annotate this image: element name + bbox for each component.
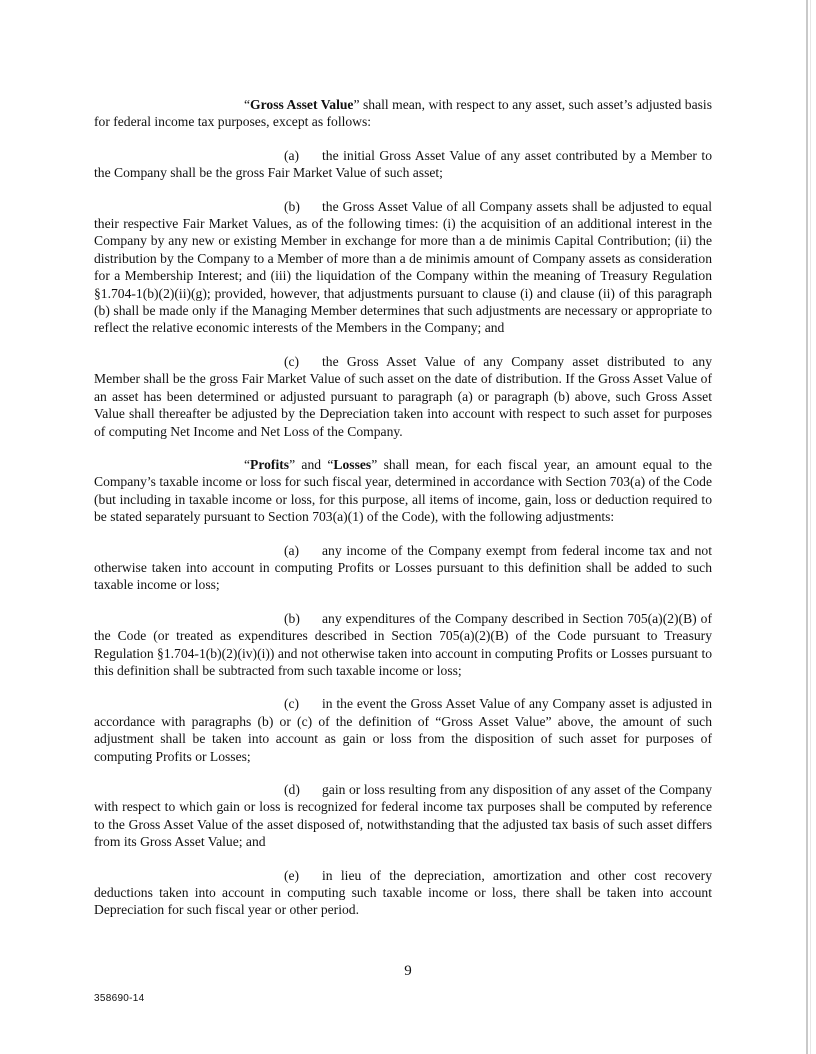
item-label: (b): [284, 198, 300, 214]
pl-item-d: [94, 781, 712, 851]
item-label: (a): [284, 542, 300, 558]
quote-and: ” and “: [289, 456, 334, 472]
pl-item-a: [94, 542, 712, 594]
item-text: the Gross Asset Value of all Company assets shall be adjusted to equal their respective Fair Market Values, as of the following times: (i) the acquisition of an additional interest in the Company by any new or existing Member in exchange for more than a de minimis Capital Contribution; (ii) the distribution by the Company to a Member of more than a de minimis amount of Company assets as consideration for a Membership Interest; and (iii) the liquidation of the Company within the meaning of Treasury Regulation §1.704-1(b)(2)(ii)(g); provided, however, that adjustments pursuant to clause (i) and clause (ii) of this paragraph (b) shall be made only if the Managing Member determines that such adjustments are necessary or appropriate to reflect the relative economic interests of the Members in the Company; and: [94, 198, 712, 336]
item-text: gain or loss resulting from any disposition of any asset of the Company with respect to which gain or loss is recognized for federal income tax purposes shall be computed by reference to the Gross Asset Value of the asset disposed of, notwithstanding that the adjusted tax basis of such asset differs from its Gross Asset Value; and: [94, 782, 712, 850]
item-label: (c): [284, 353, 300, 369]
definition-body: shall mean, for each fiscal year, an amount equal to the Company’s taxable income or loss for such fiscal year, determined in accordance with Section 703(a) of the Code (but including in taxable income or loss, for this purpose, all items of income, gain, loss or deduction required to be stated separately pursuant to Section 703(a)(1) of the Code), with the following adjustments:: [94, 456, 712, 525]
page-edge-shadow: [810, 0, 811, 1054]
definition-body: shall mean, with respect to any asset, such asset’s adjusted basis for federal income tax purposes, except as follows:: [94, 97, 712, 130]
item-text: any expenditures of the Company described in Section 705(a)(2)(B) of the Code (or treated as expenditures described in Section 705(a)(2)(B) of the Code pursuant to Treasury Regulation §1.704-1(b)(2)(iv)(i)) and not otherwise taken into account in computing Profits or Losses pursuant to this definition shall be subtracted from such taxable income or loss;: [94, 610, 713, 678]
item-text: any income of the Company exempt from federal income tax and not otherwise taken into account in computing Profits or Losses pursuant to this definition shall be added to such taxable income or loss;: [94, 542, 712, 593]
item-text: in the event the Gross Asset Value of any Company asset is adjusted in accordance with paragraphs (b) or (c) of the definition of “Gross Asset Value” above, the amount of such adjustment shall be taken into account as gain or loss from the disposition of such asset for purposes of computing Profits or Losses;: [94, 696, 712, 764]
defined-term-profits: Profits: [250, 456, 290, 472]
item-label: (a): [284, 147, 300, 163]
item-label: (e): [284, 867, 300, 883]
defined-term-losses: Losses: [333, 456, 372, 472]
open-quote: “: [244, 97, 251, 112]
item-label: (d): [284, 782, 300, 797]
gav-item-b: [94, 198, 712, 337]
pl-item-e: [94, 867, 712, 919]
item-text: in lieu of the depreciation, amortization and other cost recovery deductions taken into account in computing such taxable income or loss, there shall be taken into account Depreciation for such fiscal year or other period.: [94, 867, 712, 918]
document-id: 358690-14: [94, 993, 145, 1004]
pl-item-c: [94, 695, 712, 765]
definition-gross-asset-value: [94, 96, 712, 131]
open-quote: “: [244, 456, 251, 472]
item-label: (c): [284, 696, 300, 712]
item-label: (b): [284, 610, 300, 626]
gav-item-a: [94, 147, 712, 182]
document-body: [94, 96, 712, 935]
close-quote: ”: [371, 456, 378, 472]
gav-item-c: [94, 353, 712, 440]
close-quote: ”: [353, 97, 360, 112]
page-number: 9: [404, 963, 412, 979]
definition-profits-losses: [94, 456, 712, 526]
item-text: the Gross Asset Value of any Company asset distributed to any Member shall be the gross Fair Market Value of such asset on the date of distribution. If the Gross Asset Value of an asset has been determined or adjusted pursuant to paragraph (a) or paragraph (b) above, such Gross Asset Value shall thereafter be adjusted by the Depreciation taken into account with respect to such asset for purposes of computing Net Income and Net Loss of the Company.: [94, 353, 712, 439]
item-text: the initial Gross Asset Value of any asset contributed by a Member to the Company shall be the gross Fair Market Value of such asset;: [94, 147, 712, 181]
pl-item-b: [94, 610, 712, 680]
page-edge-line: [806, 0, 808, 1054]
defined-term-gross-asset-value: Gross Asset Value: [250, 97, 354, 112]
